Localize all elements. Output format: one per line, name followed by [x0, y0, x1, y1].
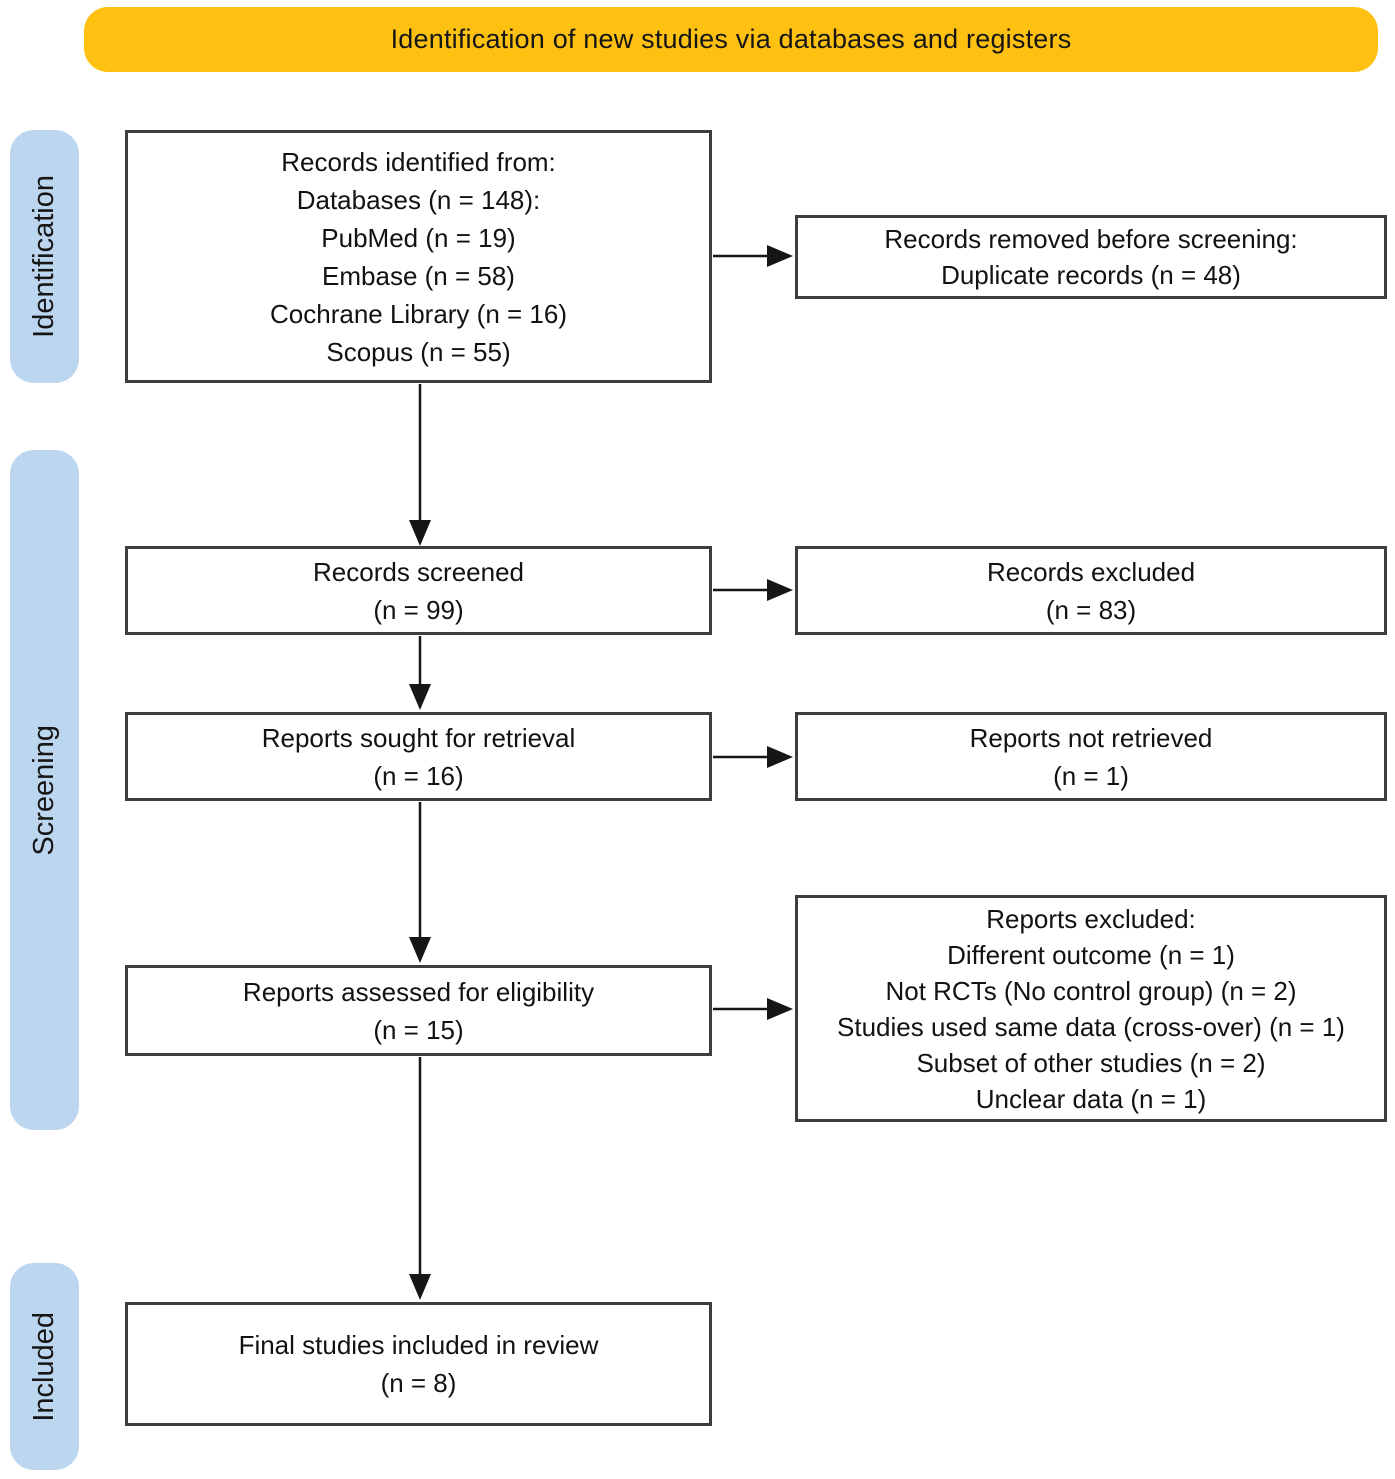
box-final-included: [125, 1302, 712, 1426]
arrow-assessed-to-final: [409, 1057, 431, 1300]
box-reports-not-retrieved: [795, 712, 1387, 801]
box-final-included-line: Final studies included in review: [238, 1330, 599, 1360]
box-reports-excluded-line: Not RCTs (No control group) (n = 2): [885, 975, 1297, 1006]
box-reports-excluded-line: Subset of other studies (n = 2): [916, 1047, 1266, 1078]
stage-label-identification: [10, 130, 79, 383]
stage-label-screening: [10, 450, 79, 1130]
box-reports-assessed: [125, 965, 712, 1056]
arrow-screened-to-excluded: [713, 579, 793, 601]
arrow-sought-to-assessed: [409, 802, 431, 963]
box-final-included-line: (n = 8): [380, 1368, 457, 1398]
stage-label-identification-text: Identification: [28, 175, 60, 338]
box-reports-sought-line: Reports sought for retrieval: [261, 722, 576, 753]
arrow-assessed-to-reports-excluded: [713, 998, 793, 1020]
arrow-sought-to-not-retrieved: [713, 746, 793, 768]
box-records-screened-line: (n = 99): [373, 594, 464, 625]
box-reports-excluded-line: Different outcome (n = 1): [947, 939, 1235, 970]
box-records-screened: [125, 546, 712, 635]
box-records-excluded-line: (n = 83): [1045, 594, 1137, 625]
box-reports-excluded-line: Studies used same data (cross-over) (n = 1): [837, 1011, 1345, 1042]
stage-label-screening-text: Screening: [28, 724, 60, 856]
banner-label: Identification of new studies via databases and registers: [390, 24, 1072, 54]
box-records-removed-line: Duplicate records (n = 48): [941, 260, 1241, 290]
box-reports-excluded-line: Unclear data (n = 1): [975, 1083, 1207, 1114]
box-records-removed-line: Records removed before screening:: [884, 224, 1298, 254]
box-records-identified-line: Records identified from:: [281, 146, 556, 177]
box-records-excluded-line: Records excluded: [986, 556, 1196, 587]
box-reports-not-retrieved-line: (n = 1): [1053, 760, 1129, 791]
box-records-identified-line: Scopus (n = 55): [326, 336, 511, 367]
arrow-identified-to-removed: [713, 245, 793, 267]
arrow-identified-to-screened: [409, 384, 431, 546]
banner: [84, 7, 1378, 72]
box-reports-sought: [125, 712, 712, 801]
box-records-identified-line: Cochrane Library (n = 16): [270, 298, 567, 329]
box-records-screened-line: Records screened: [313, 556, 524, 587]
box-records-identified-line: PubMed (n = 19): [321, 222, 516, 253]
arrow-screened-to-sought: [409, 636, 431, 710]
box-records-identified-line: Databases (n = 148):: [296, 184, 541, 215]
stage-label-included-text: Included: [28, 1311, 60, 1422]
box-reports-assessed-line: Reports assessed for eligibility: [242, 976, 595, 1007]
box-reports-excluded: [795, 895, 1387, 1122]
box-reports-excluded-line: Reports excluded:: [986, 903, 1196, 934]
stage-label-included: [10, 1263, 79, 1470]
box-records-excluded: [795, 546, 1387, 635]
box-records-identified-line: Embase (n = 58): [322, 260, 515, 291]
box-reports-sought-line: (n = 16): [373, 760, 464, 791]
box-records-identified: [125, 130, 712, 383]
box-reports-not-retrieved-line: Reports not retrieved: [969, 722, 1213, 753]
box-reports-assessed-line: (n = 15): [373, 1014, 464, 1045]
box-records-removed: [795, 215, 1387, 299]
